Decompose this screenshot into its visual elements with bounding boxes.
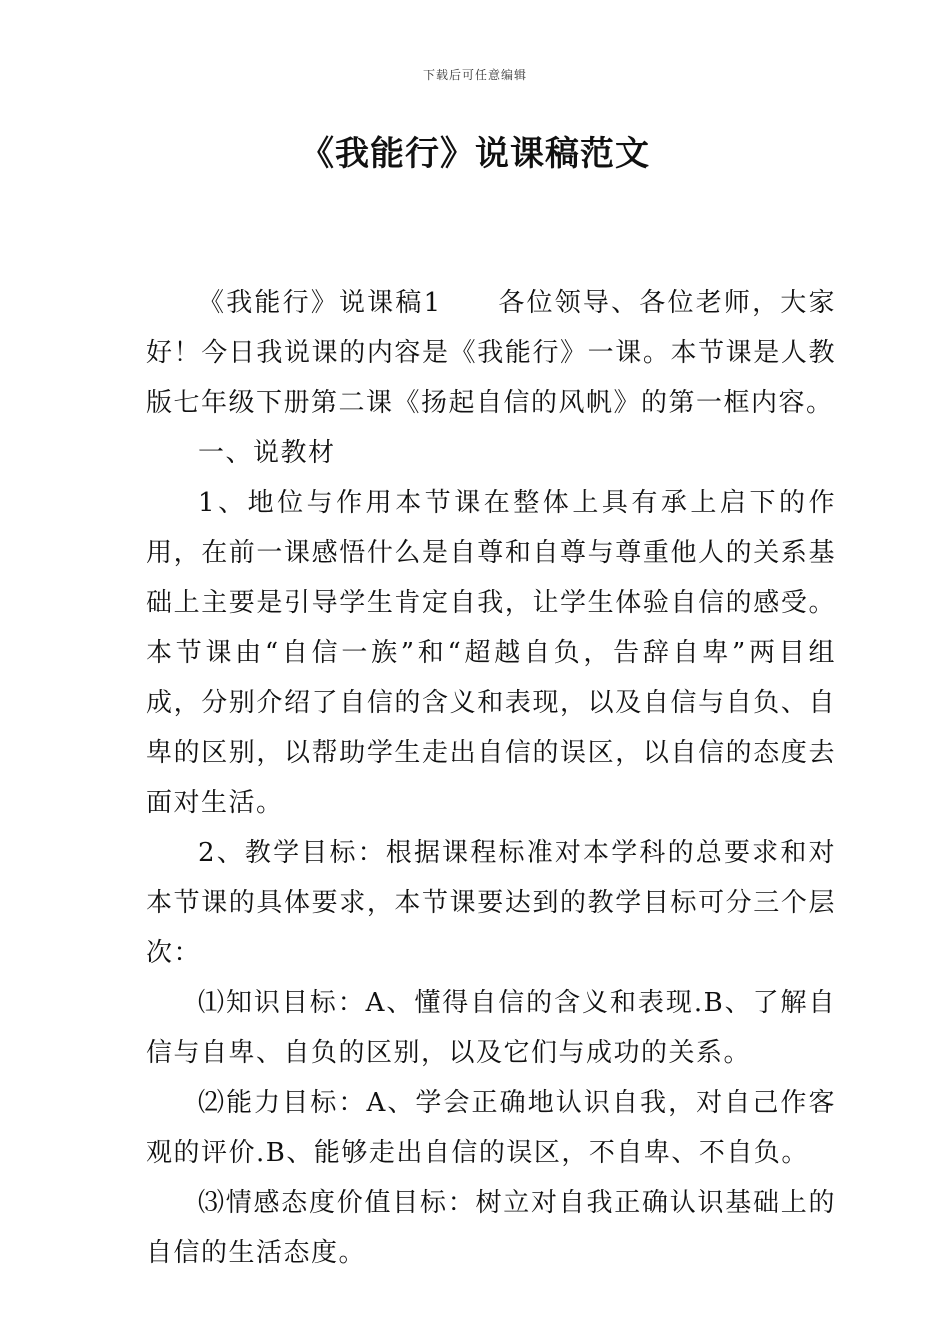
intro-label: 《我能行》说课稿1 bbox=[198, 288, 442, 318]
section-heading-textbook: 一、说教材 bbox=[198, 438, 336, 468]
intro-paragraph bbox=[146, 278, 836, 428]
paragraph-knowledge-goal: ⑴知识目标：A、懂得自信的含义和表现.B、了解自信与自卑、自负的区别，以及它们与成功的关系。 bbox=[146, 988, 836, 1068]
intro-text: 各位领导、各位老师，大家好！今日我说课的内容是《我能行》一课。本节课是人教版七年级下册第二课《扬起自信的风帆》的第一框内容。 bbox=[146, 288, 836, 418]
paragraph-teaching-goals: 2、教学目标：根据课程标准对本学科的总要求和对本节课的具体要求，本节课要达到的教学目标可分三个层次： bbox=[146, 838, 836, 968]
paragraph-position-role: 1、地位与作用本节课在整体上具有承上启下的作用，在前一课感悟什么是自尊和自尊与尊重他人的关系基础上主要是引导学生肯定自我，让学生体验自信的感受。本节课由“自信一族”和“超越自负，告辞自卑”两目组成，分别介绍了自信的含义和表现，以及自信与自负、自卑的区别，以帮助学生走出自信的误区，以自信的态度去面对生活。 bbox=[146, 488, 836, 818]
header-note: 下载后可任意编辑 bbox=[422, 68, 527, 82]
paragraph-ability-goal: ⑵能力目标：A、学会正确地认识自我，对自己作客观的评价.B、能够走出自信的误区，不自卑、不自负。 bbox=[146, 1088, 836, 1168]
document-body bbox=[146, 278, 836, 1278]
paragraph-emotion-goal: ⑶情感态度价值目标：树立对自我正确认识基础上的自信的生活态度。 bbox=[146, 1188, 836, 1268]
document-title: 《我能行》说课稿范文 bbox=[300, 134, 650, 174]
